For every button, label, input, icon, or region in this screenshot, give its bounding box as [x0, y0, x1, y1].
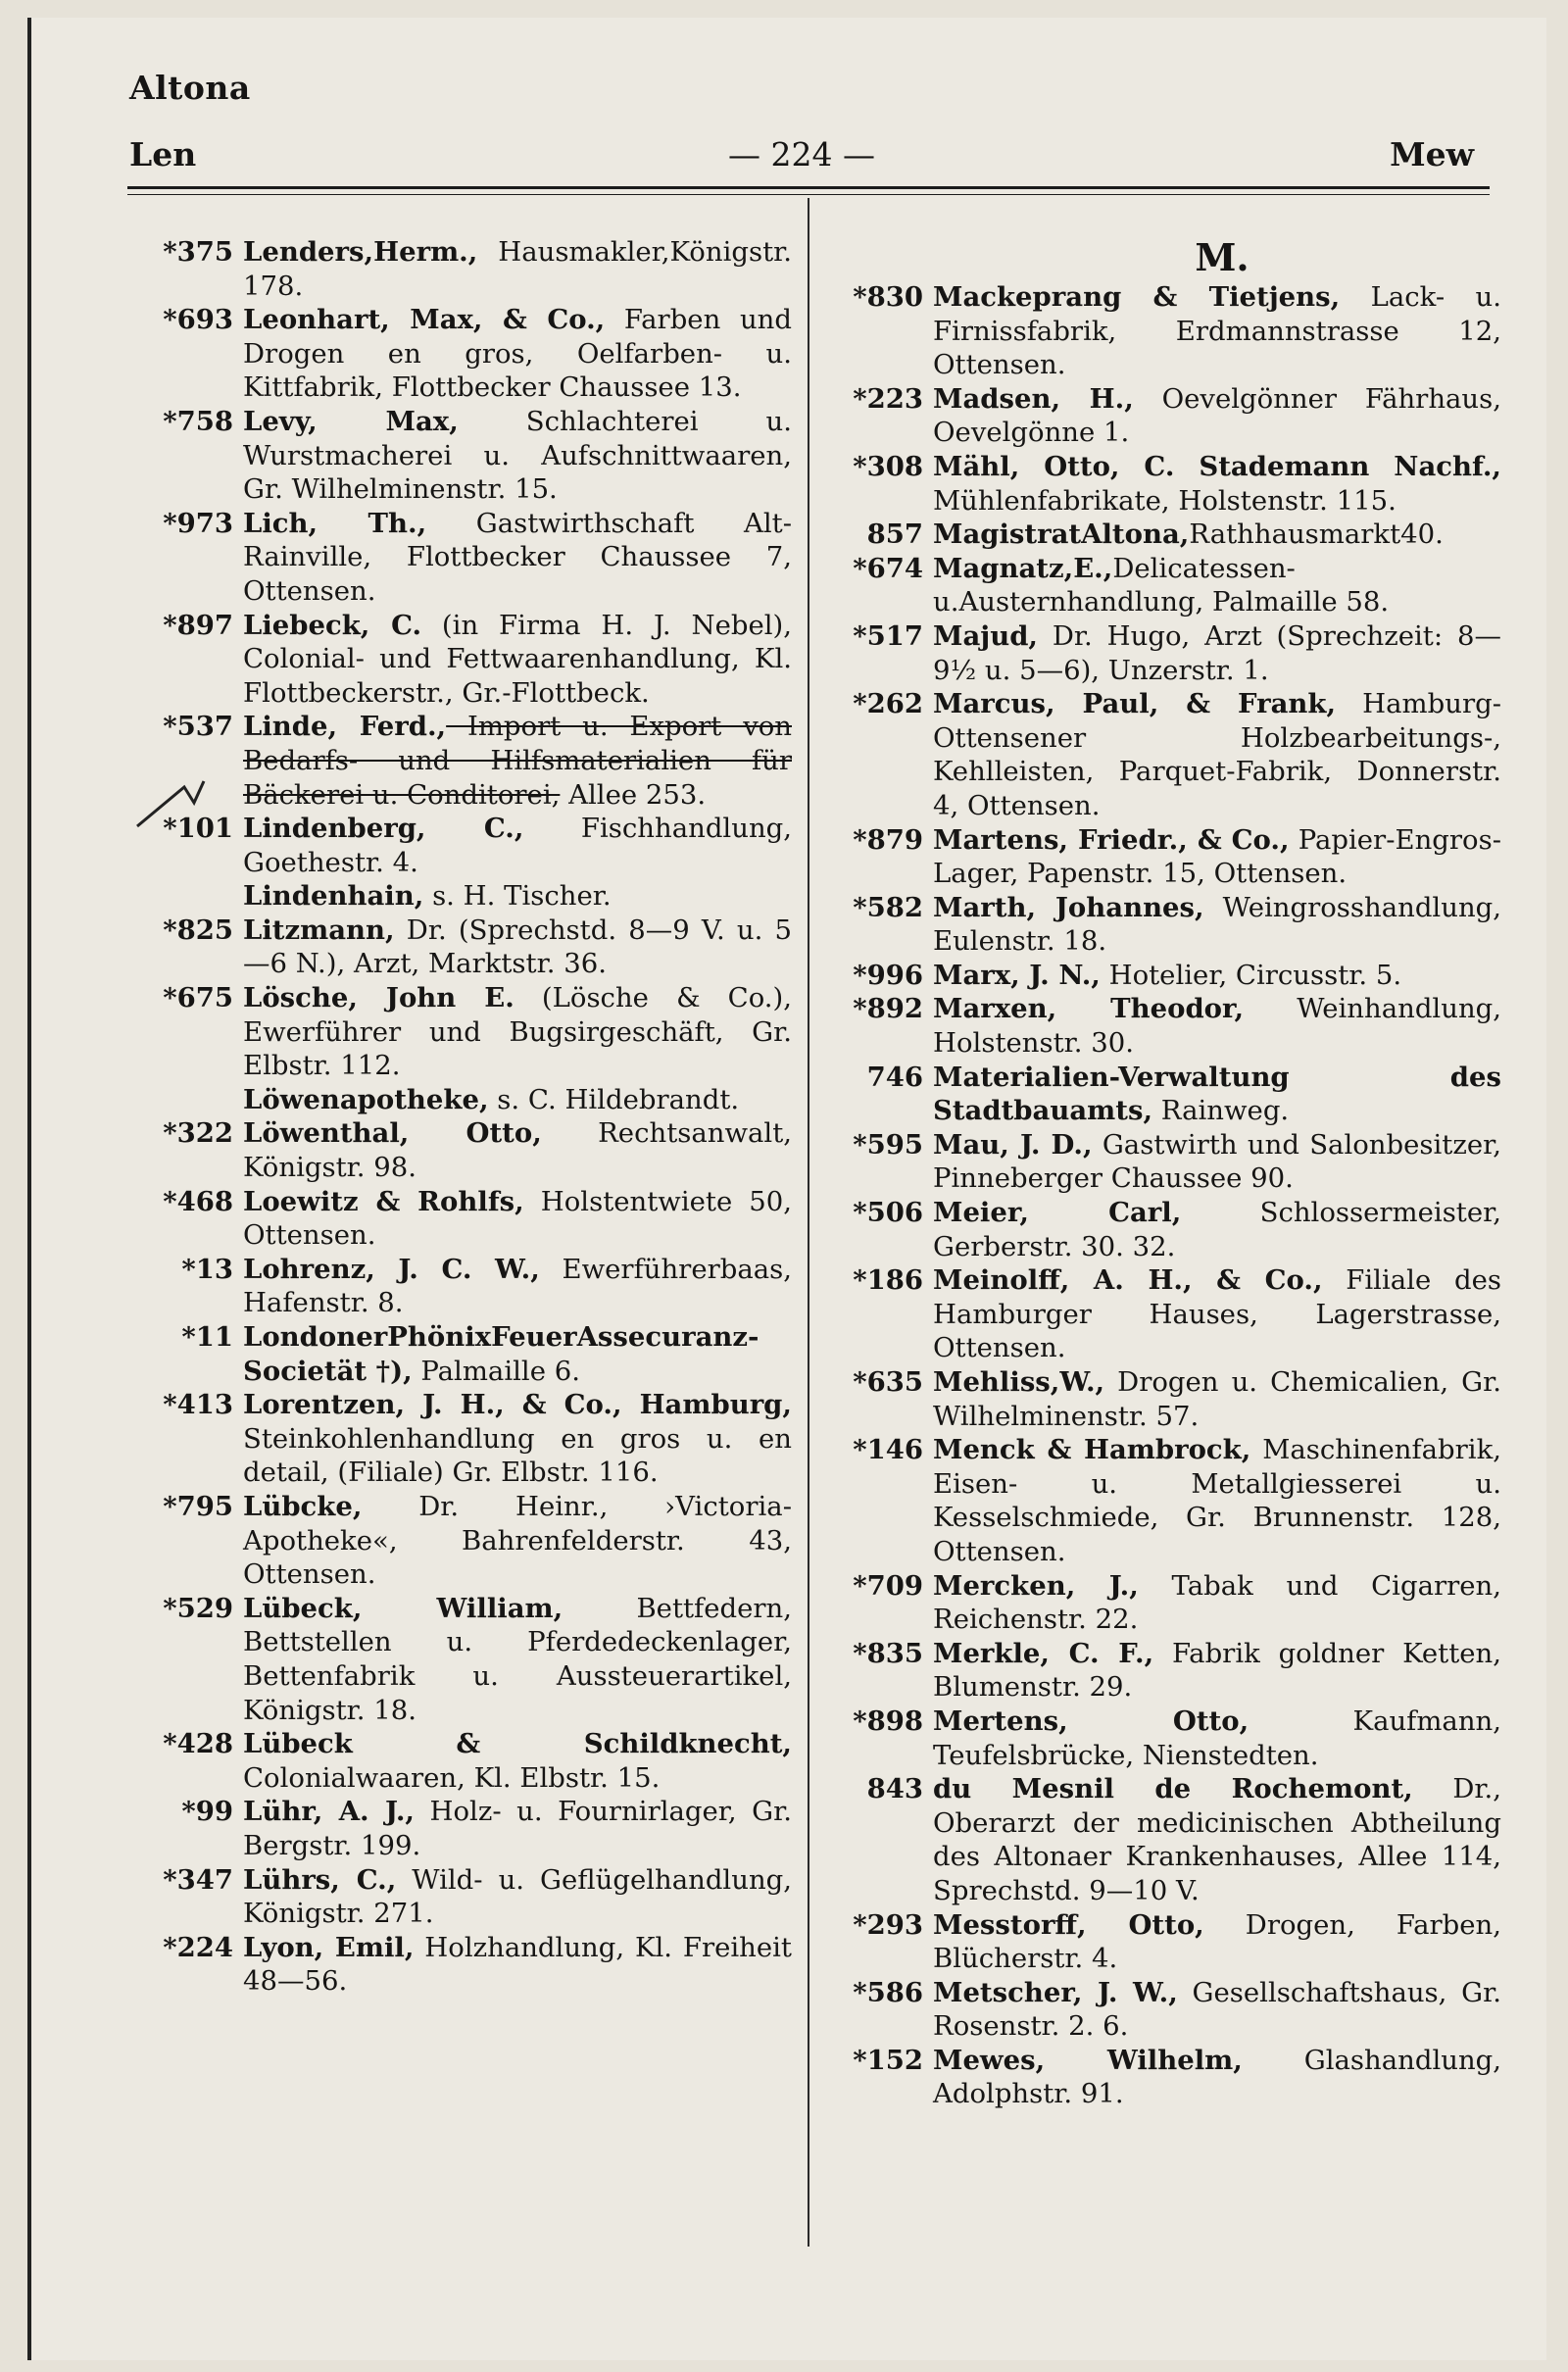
entry-details: Holstentwiete 50, Ottensen.: [243, 1185, 792, 1252]
entry-name: Lyon, Emil,: [243, 1931, 415, 1963]
entry-details: Dr. (Sprechstd. 8—9 V. u. 5—6 N.), Arzt, Marktstr. 36.: [243, 914, 792, 980]
entry-number: *101: [163, 813, 233, 845]
entry-number: *308: [853, 450, 923, 482]
entry-name: Lübeck, William,: [243, 1592, 564, 1624]
entry-details: Dr., Oberarzt der medicinischen Abtheilung des Altonaer Krankenhauses, Allee 114, Sprechstd. 9—10 V.: [933, 1773, 1501, 1906]
entry-number: *709: [853, 1569, 923, 1602]
directory-entry: [125, 1592, 792, 1727]
entry-number: *582: [853, 891, 923, 923]
directory-page: [27, 18, 1546, 2360]
directory-entry: [815, 1908, 1501, 1976]
entry-number: *11: [181, 1321, 233, 1353]
entry-details: Hamburg-Ottensener Holzbearbeitungs-, Kehlleisten, Parquet-Fabrik, Donnerstr. 4, Ottensen.: [933, 688, 1501, 821]
directory-entry: [815, 1637, 1501, 1705]
entry-name: Lühr, A. J.,: [243, 1796, 415, 1828]
entry-number: *595: [853, 1128, 923, 1161]
entry-number: *825: [163, 914, 233, 946]
header-rule-thin: [127, 194, 1490, 195]
entry-name: Marxen, Theodor,: [933, 993, 1245, 1025]
entry-name: Lich, Th.,: [243, 507, 427, 539]
directory-entry: [815, 823, 1501, 891]
column-divider: [808, 198, 809, 2247]
directory-entry: [125, 879, 792, 914]
entry-struck-text: Import u. Export von Bedarfs- und Hilfsmaterialien für Bäckerei u. Conditorei,: [243, 711, 792, 811]
directory-entry: [815, 1569, 1501, 1637]
entry-name: Loewitz & Rohlfs,: [243, 1185, 524, 1217]
entry-details: Rechtsanwalt, Königstr. 98.: [243, 1117, 792, 1184]
entry-number: 857: [866, 519, 923, 551]
entry-name: Lübcke,: [243, 1490, 363, 1522]
entry-name: Liebeck, C.: [243, 609, 422, 641]
entry-number: *468: [163, 1185, 233, 1217]
entry-name: Leonhart, Max, & Co.,: [243, 304, 606, 336]
entry-number: *674: [853, 552, 923, 584]
entry-name: Mackeprang & Tietjens,: [933, 281, 1341, 313]
entry-name: Lindenberg, C.,: [243, 813, 524, 845]
directory-entry: [815, 518, 1501, 552]
directory-entry: [125, 1490, 792, 1592]
directory-entry: [125, 1320, 792, 1388]
entry-name: Lübeck & Schildknecht,: [243, 1728, 792, 1760]
entry-number: *506: [853, 1197, 923, 1229]
entry-name: LondonerPhönixFeuerAssecuranz-Societät †),: [243, 1321, 760, 1387]
entry-name: Mehliss,W.,: [933, 1366, 1105, 1398]
entry-name: du Mesnil de Rochemont,: [933, 1773, 1413, 1805]
directory-entry: [815, 1128, 1501, 1196]
directory-entry: [815, 1061, 1501, 1128]
entry-details: Palmaille 6.: [412, 1355, 580, 1387]
entry-details: Weingrosshandlung, Eulenstr. 18.: [933, 891, 1501, 958]
entry-name: Lührs, C.,: [243, 1863, 397, 1896]
entry-details: Drogen, Farben, Blücherstr. 4.: [933, 1908, 1501, 1975]
entry-number: *146: [853, 1434, 923, 1466]
entry-details: Schlachterei u. Wurstmacherei u. Aufschnittwaaren, Gr. Wilhelminenstr. 15.: [243, 405, 792, 506]
entry-name: Lenders,Herm.,: [243, 236, 478, 268]
directory-entry: [125, 235, 792, 303]
directory-entry: [815, 1365, 1501, 1433]
entry-number: *529: [163, 1592, 233, 1624]
directory-entry: [125, 303, 792, 405]
directory-entry: [125, 812, 792, 879]
entry-details: Wild- u. Geflügelhandlung, Königstr. 271.: [243, 1863, 792, 1930]
directory-entry: [125, 1727, 792, 1795]
entry-details: Steinkohlenhandlung en gros u. en detail, (Filiale) Gr. Elbstr. 116.: [243, 1422, 792, 1489]
entry-details: Oevelgönner Fährhaus, Oevelgönne 1.: [933, 382, 1501, 449]
entry-number: *537: [163, 711, 233, 743]
entry-name: Metscher, J. W.,: [933, 1976, 1178, 2008]
entry-details: s. H. Tischer.: [423, 880, 612, 913]
entry-details: Bettfedern, Bettstellen u. Pferdedeckenlager, Bettenfabrik u. Aussteuerartikel, Königstr. 18.: [243, 1592, 792, 1726]
directory-entry: [125, 1795, 792, 1862]
directory-entry: [815, 687, 1501, 822]
directory-entry: [815, 280, 1501, 382]
entry-name: Meinolff, A. H., & Co.,: [933, 1264, 1323, 1297]
entry-name: Marth, Johannes,: [933, 891, 1204, 923]
left-column: [125, 235, 792, 1999]
entry-number: *223: [853, 382, 923, 415]
entry-number: *186: [853, 1264, 923, 1297]
directory-entry: [815, 1263, 1501, 1365]
entry-details: Delicatessen-u.Austernhandlung, Palmaille 58.: [933, 552, 1390, 618]
entry-name: Majud,: [933, 619, 1039, 652]
directory-entry: [125, 1253, 792, 1320]
entry-name: Materialien-Verwaltung des Stadtbauamts,: [933, 1061, 1501, 1127]
entry-name: Lorentzen, J. H., & Co., Hamburg,: [243, 1389, 792, 1421]
entry-name: Menck & Hambrock,: [933, 1434, 1251, 1466]
entry-details: Rathhausmarkt40.: [1189, 519, 1444, 551]
entry-number: 746: [866, 1061, 923, 1093]
entry-name: Linde, Ferd.,: [243, 711, 447, 743]
entry-number: *693: [163, 304, 233, 336]
entry-details: Hotelier, Circusstr. 5.: [1100, 959, 1402, 991]
entry-number: *224: [163, 1931, 233, 1963]
header-range-start: Len: [129, 135, 197, 173]
entry-number: 843: [866, 1773, 923, 1805]
section-letter: M.: [1195, 235, 1250, 279]
entry-number: *262: [853, 688, 923, 720]
directory-entry: [125, 507, 792, 609]
entry-details: Hausmakler,Königstr. 178.: [243, 236, 792, 302]
entry-details: Kaufmann, Teufelsbrücke, Nienstedten.: [933, 1705, 1501, 1771]
directory-entry: [815, 619, 1501, 687]
entry-number: *635: [853, 1366, 923, 1398]
entry-number: *879: [853, 823, 923, 856]
entry-details: Colonialwaaren, Kl. Elbstr. 15.: [243, 1761, 661, 1794]
entry-details: Rainweg.: [1152, 1095, 1290, 1127]
entry-number: *517: [853, 619, 923, 652]
entry-details: s. C. Hildebrandt.: [488, 1083, 740, 1115]
entry-details: Fabrik goldner Ketten, Blumenstr. 29.: [933, 1637, 1501, 1704]
entry-number: *375: [163, 236, 233, 268]
directory-entry: [815, 992, 1501, 1060]
entry-details: Fischhandlung, Goethestr. 4.: [243, 813, 792, 878]
entry-name: Martens, Friedr., & Co.,: [933, 823, 1290, 856]
directory-entry: [815, 450, 1501, 518]
entry-details: Drogen u. Chemicalien, Gr. Wilhelminenstr. 57.: [933, 1366, 1501, 1432]
entry-number: *892: [853, 993, 923, 1025]
entry-details: Farben und Drogen en gros, Oelfarben- u. Kittfabrik, Flottbecker Chaussee 13.: [243, 304, 792, 404]
entry-number: *996: [853, 959, 923, 991]
entry-details: Filiale des Hamburger Hauses, Lagerstrasse, Ottensen.: [933, 1264, 1502, 1364]
directory-entry: [125, 710, 792, 812]
entry-number: *322: [163, 1117, 233, 1150]
entry-number: *898: [853, 1705, 923, 1737]
directory-entry: [125, 1388, 792, 1490]
header-rule-thick: [127, 186, 1490, 189]
directory-entry: [815, 1196, 1501, 1263]
entry-name: Mau, J. D.,: [933, 1128, 1093, 1161]
entry-name: Merkle, C. F.,: [933, 1637, 1154, 1669]
entry-number: *830: [853, 281, 923, 313]
entry-number: *758: [163, 405, 233, 437]
directory-entry: [815, 1772, 1501, 1907]
directory-entry: [815, 1433, 1501, 1568]
entry-details: (in Firma H. J. Nebel), Colonial- und Fettwaarenhandlung, Kl. Flottbeckerstr., Gr.-Flottbeck.: [243, 609, 792, 709]
entry-number: *973: [163, 507, 233, 539]
directory-entry: [815, 959, 1501, 993]
entry-name: MagistratAltona,: [933, 519, 1190, 551]
entry-details: Maschinenfabrik, Eisen- u. Metallgiesserei u. Kesselschmiede, Gr. Brunnenstr. 128, Ottensen.: [933, 1434, 1501, 1567]
entry-number: *347: [163, 1863, 233, 1896]
entry-name: Lindenhain,: [243, 880, 424, 913]
entry-details: Dr. Heinr., ›Victoria-Apotheke«, Bahrenfelderstr. 43, Ottensen.: [243, 1490, 792, 1591]
entry-details: Allee 253.: [560, 778, 707, 811]
entry-number: *152: [853, 2044, 923, 2076]
entry-name: Lösche, John E.: [243, 982, 514, 1014]
directory-entry: [125, 1083, 792, 1117]
entry-name: Löwenthal, Otto,: [243, 1117, 542, 1150]
entry-number: *835: [853, 1637, 923, 1669]
directory-entry: [125, 1116, 792, 1184]
entry-name: Lohrenz, J. C. W.,: [243, 1253, 540, 1285]
entry-name: Mähl, Otto, C. Stademann Nachf.,: [933, 450, 1501, 482]
entry-number: *795: [163, 1490, 233, 1522]
entry-details: Glashandlung, Adolphstr. 91.: [933, 2044, 1502, 2110]
directory-entry: [125, 914, 792, 981]
directory-entry: [815, 382, 1501, 450]
directory-entry: [125, 1185, 792, 1253]
entry-details: Dr. Hugo, Arzt (Sprechzeit: 8—9½ u. 5—6), Unzerstr. 1.: [933, 619, 1501, 686]
entry-name: Mercken, J.,: [933, 1569, 1139, 1602]
entry-name: Levy, Max,: [243, 405, 459, 437]
entry-details: Mühlenfabrikate, Holstenstr. 115.: [933, 484, 1396, 517]
directory-entry: [125, 609, 792, 711]
entry-details: Weinhandlung, Holstenstr. 30.: [933, 993, 1501, 1060]
entry-details: Schlossermeister, Gerberstr. 30. 32.: [933, 1197, 1501, 1262]
entry-name: Marcus, Paul, & Frank,: [933, 688, 1337, 720]
entry-name: Magnatz,E.,: [933, 552, 1113, 584]
entry-details: Ewerführerbaas, Hafenstr. 8.: [243, 1253, 792, 1319]
directory-entry: [815, 891, 1501, 959]
city-heading: Altona: [129, 69, 251, 107]
entry-details: Lack- u. Firnissfabrik, Erdmannstrasse 12, Ottensen.: [933, 281, 1501, 381]
entry-name: Mertens, Otto,: [933, 1705, 1250, 1737]
entry-name: Löwenapotheke,: [243, 1083, 489, 1115]
entry-number: *293: [853, 1908, 923, 1941]
directory-entry: [815, 552, 1501, 619]
entry-details: Gastwirthschaft Alt-Rainville, Flottbecker Chaussee 7, Ottensen.: [243, 507, 792, 607]
entry-details: Papier-Engros-Lager, Papenstr. 15, Ottensen.: [933, 823, 1501, 890]
entry-details: Gastwirth und Salonbesitzer, Pinneberger Chaussee 90.: [933, 1128, 1501, 1195]
entry-name: Meier, Carl,: [933, 1197, 1182, 1229]
entry-name: Messtorff, Otto,: [933, 1908, 1204, 1941]
entry-details: Holzhandlung, Kl. Freiheit 48—56.: [243, 1931, 792, 1998]
entry-details: Tabak und Cigarren, Reichenstr. 22.: [933, 1569, 1501, 1636]
header-range-end: Mew: [1390, 135, 1474, 173]
directory-entry: [815, 2044, 1501, 2111]
entry-number: *413: [163, 1389, 233, 1421]
entry-details: Holz- u. Fournirlager, Gr. Bergstr. 199.: [243, 1796, 792, 1861]
entry-name: Marx, J. N.,: [933, 959, 1101, 991]
entry-number: *428: [163, 1728, 233, 1760]
directory-entry: [815, 1976, 1501, 2044]
running-header: [129, 135, 1474, 180]
page-number: — 224 —: [728, 135, 875, 173]
directory-entry: [125, 1863, 792, 1931]
directory-entry: [125, 981, 792, 1083]
directory-entry: [125, 1931, 792, 1999]
entry-details: Gesellschaftshaus, Gr. Rosenstr. 2. 6.: [933, 1976, 1501, 2043]
right-column: [815, 235, 1501, 2111]
entry-name: Mewes, Wilhelm,: [933, 2044, 1243, 2076]
directory-entry: [125, 405, 792, 507]
entry-number: *675: [163, 982, 233, 1014]
entry-details: (Lösche & Co.), Ewerführer und Bugsirgeschäft, Gr. Elbstr. 112.: [243, 982, 792, 1082]
entry-name: Madsen, H.,: [933, 382, 1134, 415]
entry-number: *897: [163, 609, 233, 641]
entry-number: *13: [181, 1253, 233, 1285]
directory-entry: [815, 1705, 1501, 1772]
entry-name: Litzmann,: [243, 914, 395, 946]
entry-number: *99: [181, 1796, 233, 1828]
entry-number: *586: [853, 1976, 923, 2008]
